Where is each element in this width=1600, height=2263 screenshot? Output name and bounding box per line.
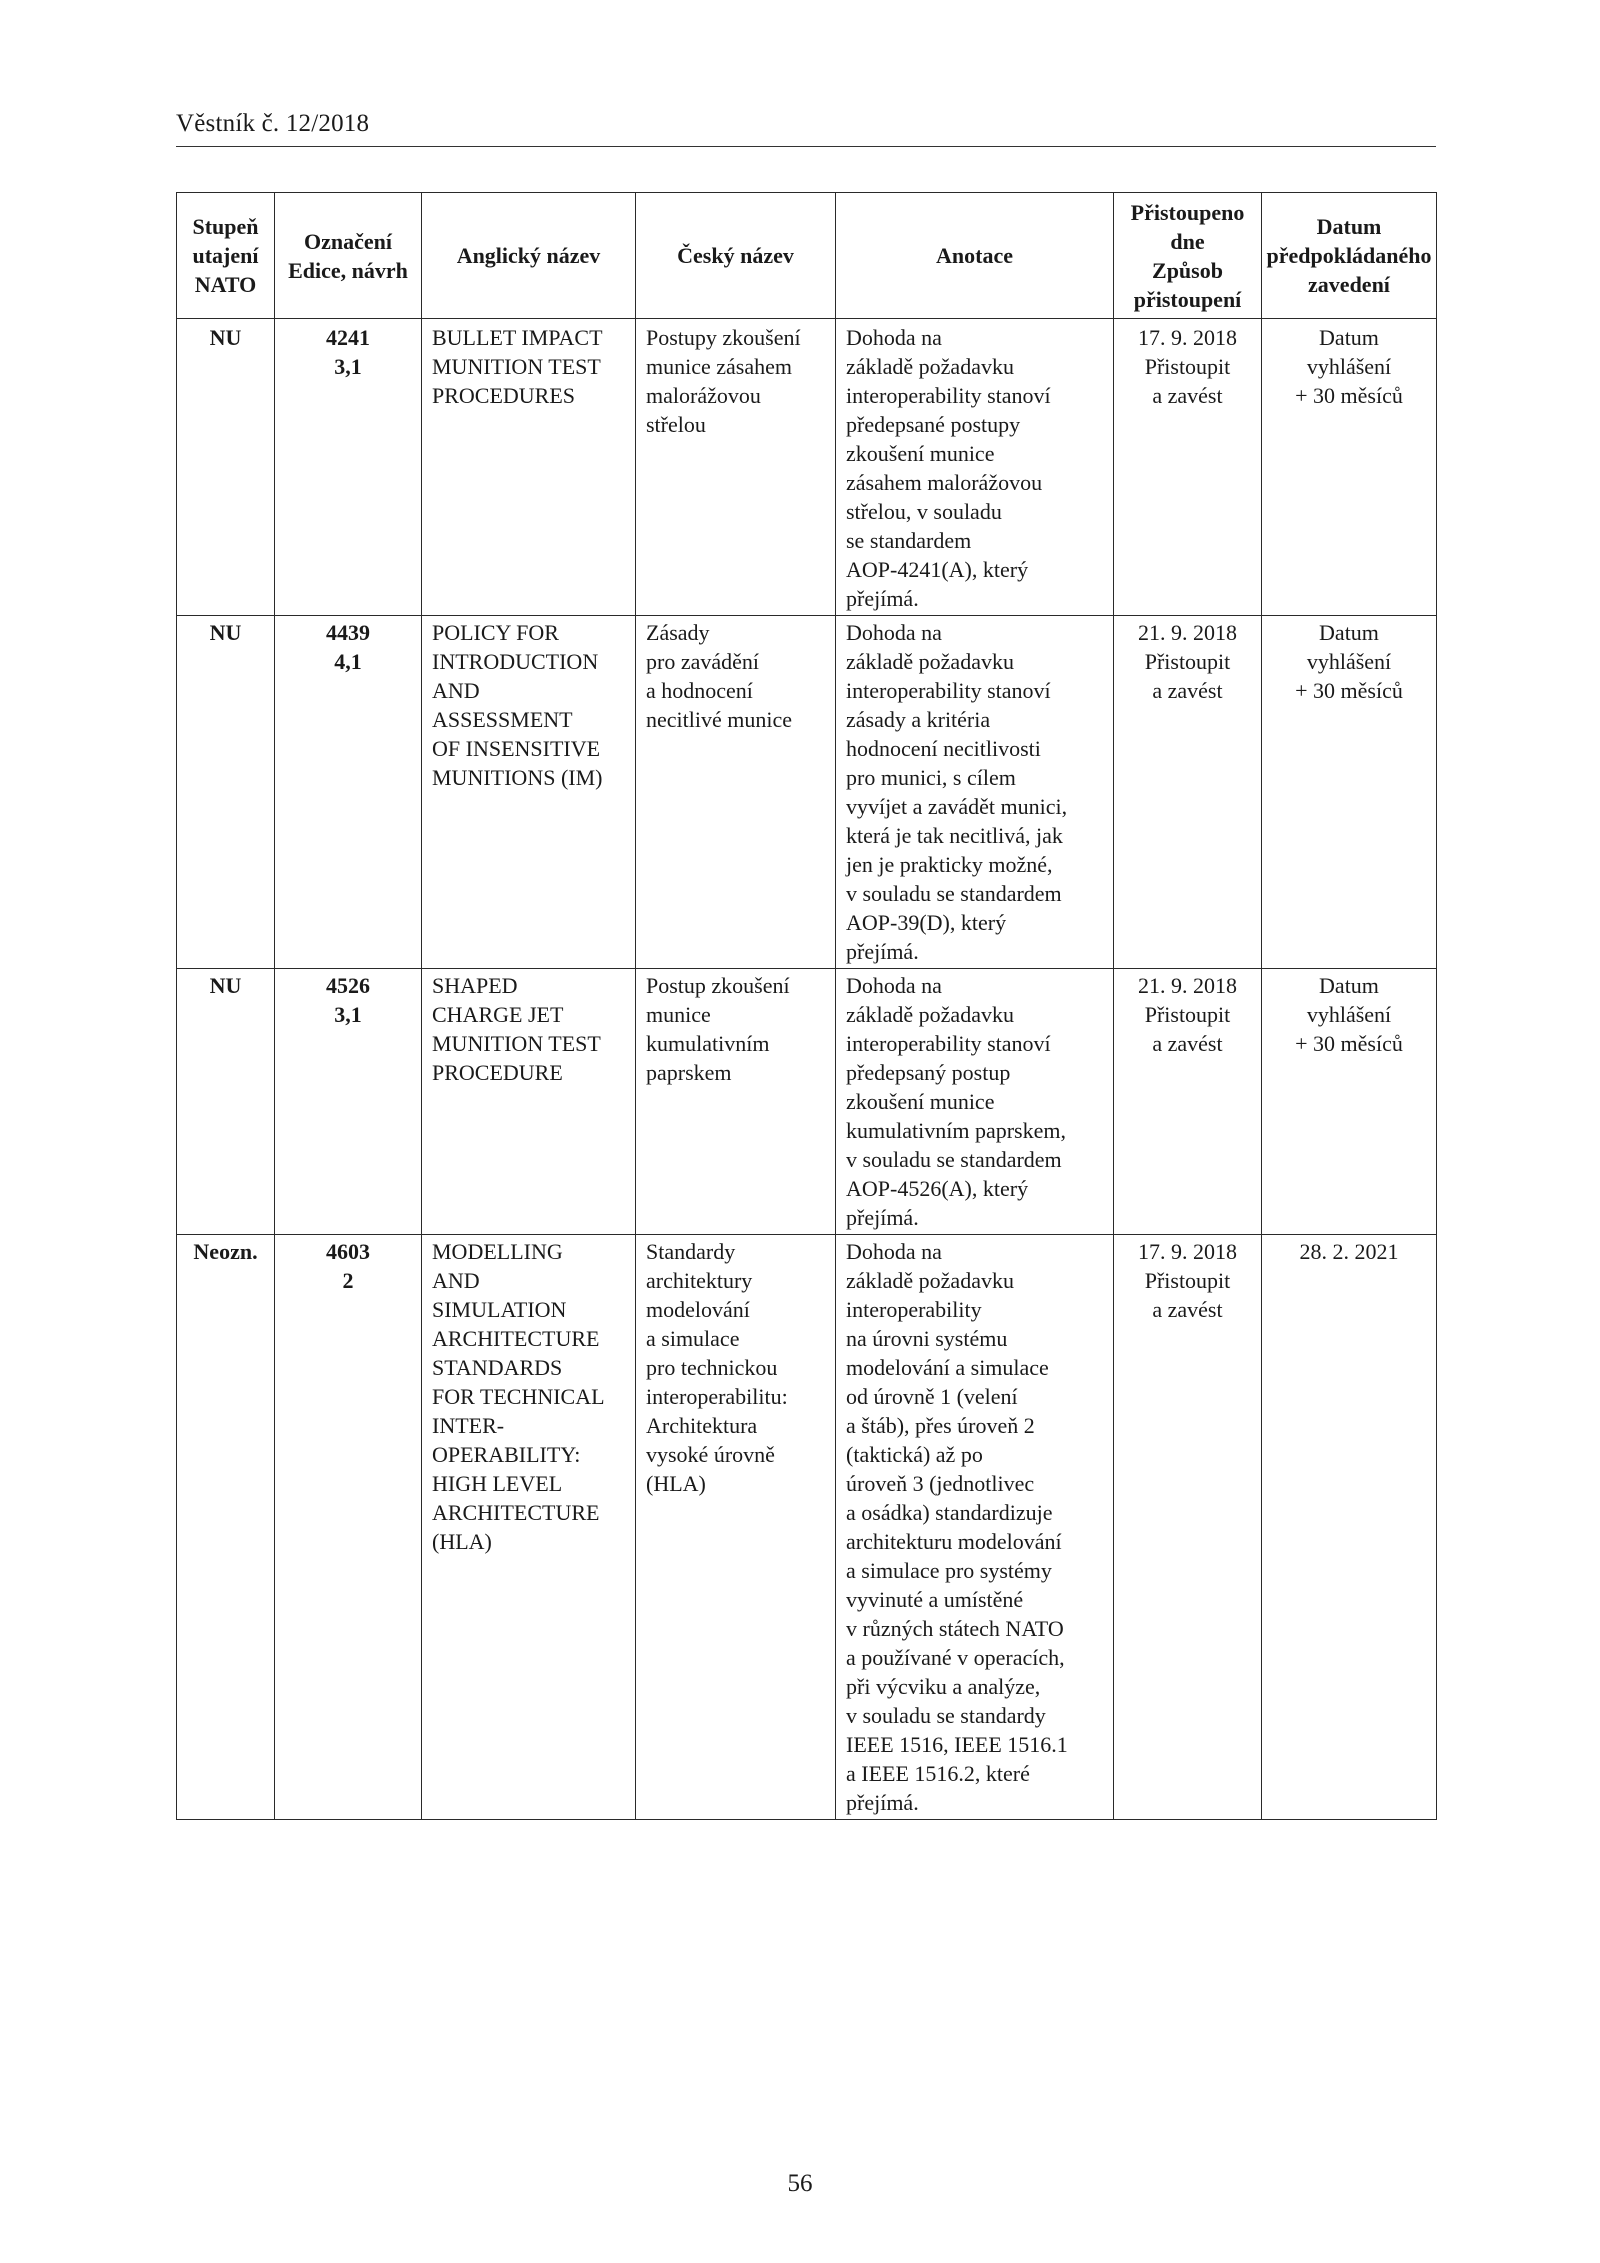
cell-line: architekturu modelování [846,1529,1062,1554]
cell-line: + 30 měsíců [1295,678,1403,703]
czech-title-cell [636,616,836,969]
cell-line: a zavést [1152,383,1223,408]
cell-line: MUNITION TEST [432,354,601,379]
standards-table [176,192,1437,1820]
cell-line: a IEEE 1516.2, které [846,1761,1030,1786]
accession-cell [1114,1235,1262,1820]
header-line: Stupeň [192,214,259,239]
cell-line: a štáb), přes úroveň 2 [846,1413,1035,1438]
english-title-cell [422,969,636,1235]
annotation-cell [836,616,1114,969]
cell-line: AOP-4241(A), který [846,557,1029,582]
classification-cell: NU [177,969,275,1235]
cell-line: pro munici, s cílem [846,765,1016,790]
cell-line: vyhlášení [1306,1002,1392,1027]
cell-line: v souladu se standardem [846,881,1062,906]
header-line: Český název [677,243,794,268]
header-rule [176,146,1436,147]
header-english-title [422,193,636,319]
czech-title-cell [636,1235,836,1820]
cell-line: 4,1 [334,649,362,674]
cell-line: střelou [646,412,706,437]
cell-line: SHAPED [432,973,518,998]
cell-line: jen je prakticky možné, [846,852,1053,877]
cell-line: MODELLING [432,1239,563,1264]
cell-line: Dohoda na [846,973,942,998]
cell-line: zásahem malorážovou [846,470,1043,495]
cell-line: vysoké úrovně [646,1442,775,1467]
cell-line: a hodnocení [646,678,753,703]
cell-line: ARCHITECTURE [432,1500,600,1525]
header-line: Způsob [1152,257,1223,283]
cell-line: při výcviku a analýze, [846,1674,1041,1699]
cell-line: na úrovni systému [846,1326,1008,1351]
cell-line: předepsaný postup [846,1060,1011,1085]
cell-line: 3,1 [334,354,362,379]
cell-line: v různých státech NATO [846,1616,1064,1641]
cell-line: základě požadavku [846,1268,1014,1293]
cell-line: vyhlášení [1306,354,1392,379]
cell-line: AOP-4526(A), který [846,1176,1029,1201]
cell-line: munice [646,1002,711,1027]
annotation-cell [836,319,1114,616]
cell-line: interoperability stanoví [846,1031,1051,1056]
annotation-cell [836,969,1114,1235]
cell-line: SIMULATION [432,1297,567,1322]
cell-line: Architektura [646,1413,758,1438]
cell-line: CHARGE JET [432,1002,564,1027]
cell-line: základě požadavku [846,1002,1014,1027]
cell-line: základě požadavku [846,354,1014,379]
cell-line: která je tak necitlivá, jak [846,823,1063,848]
cell-line: Zásady [646,620,710,645]
cell-line: ASSESSMENT [432,707,573,732]
cell-line: v souladu se standardem [846,1147,1062,1172]
cell-line: + 30 měsíců [1295,1031,1403,1056]
cell-line: střelou, v souladu [846,499,1002,524]
cell-line: Standardy [646,1239,736,1264]
cell-line: 17. 9. 2018 [1138,325,1237,350]
header-designation [275,193,422,319]
cell-line: 2 [342,1268,354,1293]
header-line: přistoupení [1133,286,1242,312]
cell-line: Přistoupit [1144,1002,1231,1027]
cell-line: Přistoupit [1144,354,1231,379]
cell-line: přejímá. [846,1205,919,1230]
designation-cell [275,319,422,616]
cell-line: architektury [646,1268,753,1293]
cell-line: 4526 [326,973,370,998]
accession-cell [1114,616,1262,969]
cell-line: základě požadavku [846,649,1014,674]
cell-line: ARCHITECTURE [432,1326,600,1351]
cell-line: od úrovně 1 (velení [846,1384,1018,1409]
annotation-cell [836,1235,1114,1820]
cell-line: interoperability stanoví [846,383,1051,408]
cell-line: vyvíjet a zavádět munici, [846,794,1068,819]
header-czech-title [636,193,836,319]
cell-line: (taktická) až po [846,1442,983,1467]
cell-line: interoperabilitu: [646,1384,788,1409]
header-line: Přistoupeno [1130,199,1245,225]
cell-line: necitlivé munice [646,707,792,732]
cell-line: přejímá. [846,1790,919,1815]
accession-cell [1114,319,1262,616]
cell-line: a simulace [646,1326,740,1351]
cell-line: malorážovou [646,383,761,408]
cell-line: 4439 [326,620,370,645]
cell-line: 21. 9. 2018 [1138,973,1237,998]
header-line: předpokládaného [1266,243,1432,268]
czech-title-cell [636,319,836,616]
header-annotation [836,193,1114,319]
cell-line: modelování [646,1297,750,1322]
cell-line: 3,1 [334,1002,362,1027]
cell-line: HIGH LEVEL [432,1471,563,1496]
table-header-row [177,193,1437,319]
cell-line: Dohoda na [846,325,942,350]
header-introduction-date [1262,193,1437,319]
header-line: Anotace [936,243,1013,268]
cell-line: 4241 [326,325,370,350]
introduction-date-cell [1262,1235,1437,1820]
designation-cell [275,969,422,1235]
introduction-date-cell [1262,319,1437,616]
cell-line: Postupy zkoušení [646,325,801,350]
table-row [177,969,1437,1235]
cell-line: Datum [1319,973,1379,998]
cell-line: a simulace pro systémy [846,1558,1052,1583]
cell-line: pro technickou [646,1355,778,1380]
cell-line: + 30 měsíců [1295,383,1403,408]
cell-line: AND [432,678,480,703]
cell-line: přejímá. [846,586,919,611]
table-body [177,319,1437,1820]
cell-line: vyhlášení [1306,649,1392,674]
cell-line: POLICY FOR [432,620,559,645]
cell-line: vyvinuté a umístěné [846,1587,1024,1612]
cell-line: a zavést [1152,1297,1223,1322]
cell-line: 21. 9. 2018 [1138,620,1237,645]
cell-line: zkoušení munice [846,441,995,466]
cell-line: (HLA) [646,1471,706,1496]
cell-line: 4603 [326,1239,370,1264]
cell-line: IEEE 1516, IEEE 1516.1 [846,1732,1068,1757]
cell-line: PROCEDURE [432,1060,563,1085]
header-line: zavedení [1308,272,1390,297]
cell-line: a zavést [1152,678,1223,703]
cell-line: a zavést [1152,1031,1223,1056]
cell-line: kumulativním paprskem, [846,1118,1066,1143]
header-line: Anglický název [456,243,601,268]
header-line: Edice, návrh [288,257,408,283]
cell-line: kumulativním [646,1031,770,1056]
english-title-cell [422,1235,636,1820]
header-line: Datum [1316,214,1382,239]
classification-cell: NU [177,616,275,969]
english-title-cell [422,319,636,616]
cell-line: BULLET IMPACT [432,325,603,350]
czech-title-cell [636,969,836,1235]
running-head: Věstník č. 12/2018 [176,110,370,137]
cell-line: zkoušení munice [846,1089,995,1114]
cell-line: STANDARDS [432,1355,563,1380]
designation-cell [275,616,422,969]
header-line: Označení [304,228,392,254]
cell-line: modelování a simulace [846,1355,1049,1380]
cell-line: OPERABILITY: [432,1442,581,1467]
introduction-date-cell [1262,969,1437,1235]
introduction-date-cell [1262,616,1437,969]
cell-line: interoperability [846,1297,982,1322]
table-row [177,616,1437,969]
header-line: utajení [192,243,259,268]
cell-line: 28. 2. 2021 [1299,1239,1399,1264]
cell-line: Postup zkoušení [646,973,790,998]
cell-line: 17. 9. 2018 [1138,1239,1237,1264]
cell-line: pro zavádění [646,649,759,674]
cell-line: se standardem [846,528,972,553]
cell-line: a osádka) standardizuje [846,1500,1053,1525]
cell-line: (HLA) [432,1529,492,1554]
cell-line: Datum [1319,620,1379,645]
header-line: NATO [194,272,257,297]
table-row [177,319,1437,616]
accession-cell [1114,969,1262,1235]
cell-line: Přistoupit [1144,649,1231,674]
cell-line: úroveň 3 (jednotlivec [846,1471,1035,1496]
cell-line: přejímá. [846,939,919,964]
cell-line: paprskem [646,1060,732,1085]
cell-line: INTRODUCTION [432,649,599,674]
cell-line: AND [432,1268,480,1293]
header-classification [177,193,275,319]
cell-line: munice zásahem [646,354,792,379]
cell-line: Dohoda na [846,1239,942,1264]
english-title-cell [422,616,636,969]
page-number: 56 [787,2170,813,2197]
header-line: dne [1170,228,1205,254]
cell-line: interoperability stanoví [846,678,1051,703]
cell-line: FOR TECHNICAL [432,1384,605,1409]
cell-line: AOP-39(D), který [846,910,1007,935]
cell-line: Datum [1319,325,1379,350]
table-row [177,1235,1437,1820]
designation-cell [275,1235,422,1820]
classification-cell: Neozn. [177,1235,275,1820]
cell-line: INTER- [432,1413,505,1438]
cell-line: Dohoda na [846,620,942,645]
cell-line: MUNITION TEST [432,1031,601,1056]
cell-line: OF INSENSITIVE [432,736,601,761]
cell-line: Přistoupit [1144,1268,1231,1293]
cell-line: MUNITIONS (IM) [432,765,603,790]
cell-line: předepsané postupy [846,412,1021,437]
header-accession [1114,193,1262,319]
cell-line: zásady a kritéria [846,707,991,732]
cell-line: hodnocení necitlivosti [846,736,1041,761]
cell-line: v souladu se standardy [846,1703,1046,1728]
cell-line: PROCEDURES [432,383,576,408]
cell-line: a používané v operacích, [846,1645,1065,1670]
classification-cell: NU [177,319,275,616]
